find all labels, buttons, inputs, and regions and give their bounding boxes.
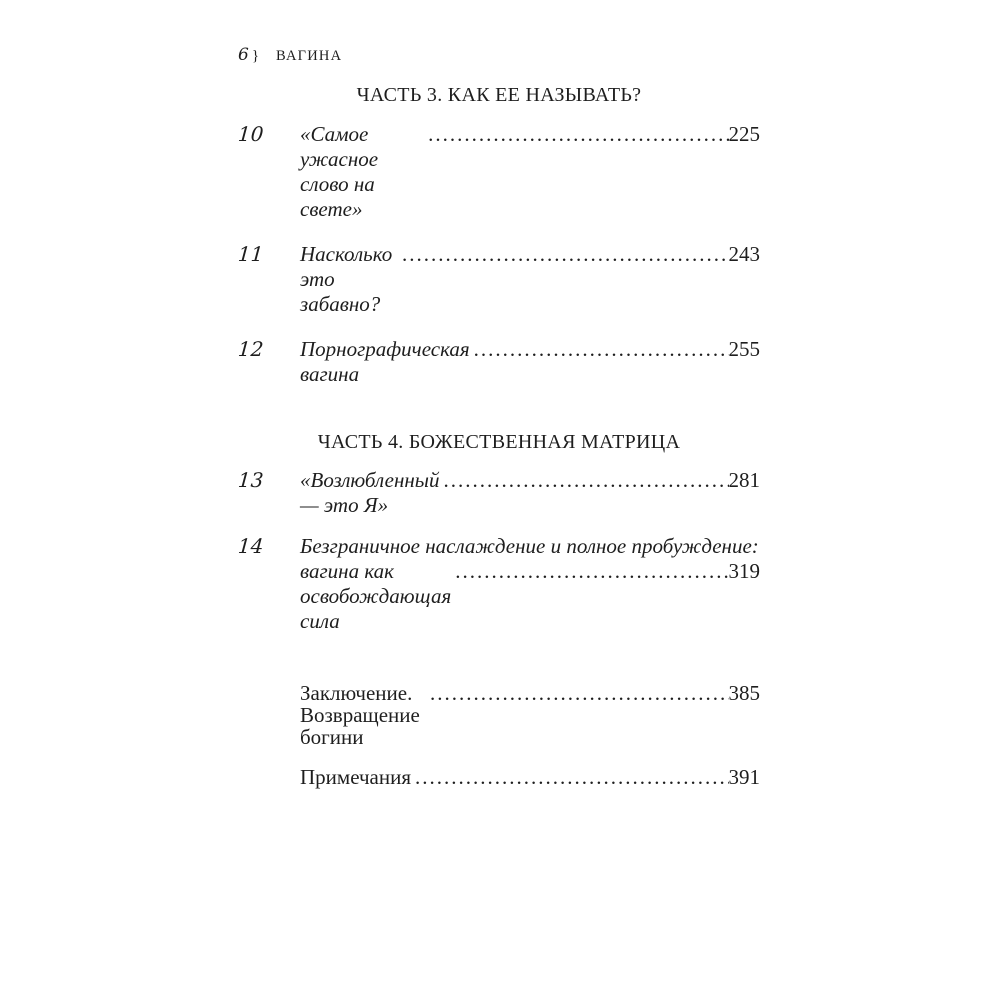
page-number: 319: [728, 559, 760, 583]
back-matter-title: Примечания: [300, 765, 412, 789]
running-title: ВАГИНА: [276, 48, 343, 64]
back-matter-title: Заключение. Возвращение богини: [300, 681, 420, 749]
page-number: 255: [728, 337, 760, 361]
dot-leader: [444, 468, 729, 493]
entry-line-1: [300, 534, 760, 559]
dot-leader: [474, 337, 729, 362]
toc-entry-13: [238, 468, 760, 518]
back-matter-notes: [300, 766, 760, 788]
entry-line: [300, 242, 760, 317]
toc-entry-11: [238, 242, 760, 317]
entry-line: [300, 122, 760, 222]
chapter-title: «Возлюбленный — это Я»: [300, 468, 440, 517]
toc-entry-10: [238, 122, 760, 222]
entry-body: [300, 242, 760, 317]
chapter-title: «Самое ужасное слово на свете»: [300, 122, 379, 221]
brace-glyph: }: [251, 48, 260, 64]
chapter-number: 14: [237, 534, 265, 558]
part-3-heading: ЧАСТЬ 3. КАК ЕЕ НАЗЫВАТЬ?: [356, 84, 642, 106]
page-number: 391: [728, 765, 760, 789]
chapter-number: 12: [237, 337, 265, 361]
chapter-number: 11: [237, 242, 265, 266]
entry-line: [300, 468, 760, 518]
entry-body: [300, 534, 760, 634]
chapter-number: 10: [237, 122, 265, 146]
page-number: 225: [728, 122, 760, 146]
part-4-heading: ЧАСТЬ 4. БОЖЕСТВЕННАЯ МАТРИЦА: [317, 431, 681, 453]
dot-leader: [430, 682, 728, 704]
toc-content: [238, 46, 760, 788]
entry-line: [300, 337, 760, 387]
dot-leader: [402, 242, 728, 267]
toc-entry-12: [238, 337, 760, 387]
chapter-number: 13: [237, 468, 265, 492]
chapter-title-line-2: вагина как освобождающая сила: [300, 559, 452, 633]
chapter-title: Порнографическая вагина: [300, 337, 470, 386]
entry-line-2: [300, 559, 760, 634]
entry-body: [300, 337, 760, 387]
page-number: 281: [728, 468, 760, 492]
chapter-title: Насколько это забавно?: [300, 242, 393, 316]
entry-body: [300, 468, 760, 518]
entry-body: [300, 122, 760, 222]
folio-page-number: 6: [238, 45, 249, 65]
back-matter-conclusion: [300, 682, 760, 748]
page-number: 385: [728, 681, 760, 705]
dot-leader: [455, 559, 728, 584]
running-head: [238, 46, 760, 64]
toc-entry-14: [238, 534, 760, 634]
page-number: 243: [728, 242, 760, 266]
dot-leader: [428, 122, 728, 147]
dot-leader: [415, 766, 728, 788]
chapter-title-line-1: Безграничное наслаждение и полное пробуждение:: [300, 534, 759, 558]
